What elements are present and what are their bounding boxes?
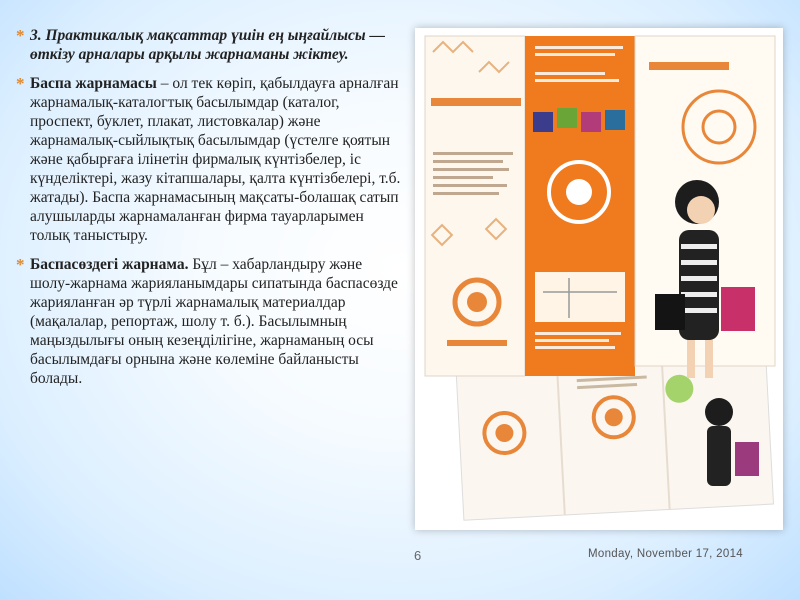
bullet-item-3 bbox=[16, 255, 402, 388]
page-number: 6 bbox=[414, 548, 422, 563]
text-column bbox=[16, 26, 402, 398]
bullet-heading: 3. Практикалық мақсаттар үшін ең ыңғайлысы — өткізу арналары арқылы жарнаманы жіктеу. bbox=[30, 27, 385, 63]
bullet-heading: Баспа жарнамасы bbox=[30, 75, 157, 92]
brochure-illustration bbox=[419, 32, 779, 526]
brochure-photo-frame bbox=[415, 28, 783, 530]
bullet-asterisk-icon: * bbox=[16, 74, 25, 93]
bullet-heading: Баспасөздегі жарнама. bbox=[30, 256, 189, 273]
slide-date: Monday, November 17, 2014 bbox=[588, 548, 743, 560]
bullet-item-2 bbox=[16, 74, 402, 245]
bullet-item-1 bbox=[16, 26, 402, 64]
bullet-body: Бұл – хабарландыру және шолу-жарнама жарияланымдары сипатында баспасөзде жарияланған әр түрлі жарнамалық материалдар (мақалалар, репортаж, шолу т. б.). Басылымның маңыздылығы оның кезеңділігіне, жарнаманың осы басылымдағы орнына және көлеміне байланысты болады. bbox=[30, 256, 398, 387]
bullet-asterisk-icon: * bbox=[16, 255, 25, 274]
bullet-body: – ол тек көріп, қабылдауға арналған жарнамалық-каталогтық басылымдар (каталог, проспект, буклет, плакат, листовкалар) және жарнамалық-сыйлықтық басылымдар (үстелге қоятын және қабырғаға ілінетін фирмалық күнтізбелер, іс күнделіктері, жазу кітапшалары, қалта күнтізбелері, т.б. жатады). Баспа жарнамасының мақсаты-болашақ сатып алушыларды жарнамаланған фирма тауарларымен толық таныстыру. bbox=[30, 75, 401, 244]
bullet-asterisk-icon: * bbox=[16, 26, 25, 45]
